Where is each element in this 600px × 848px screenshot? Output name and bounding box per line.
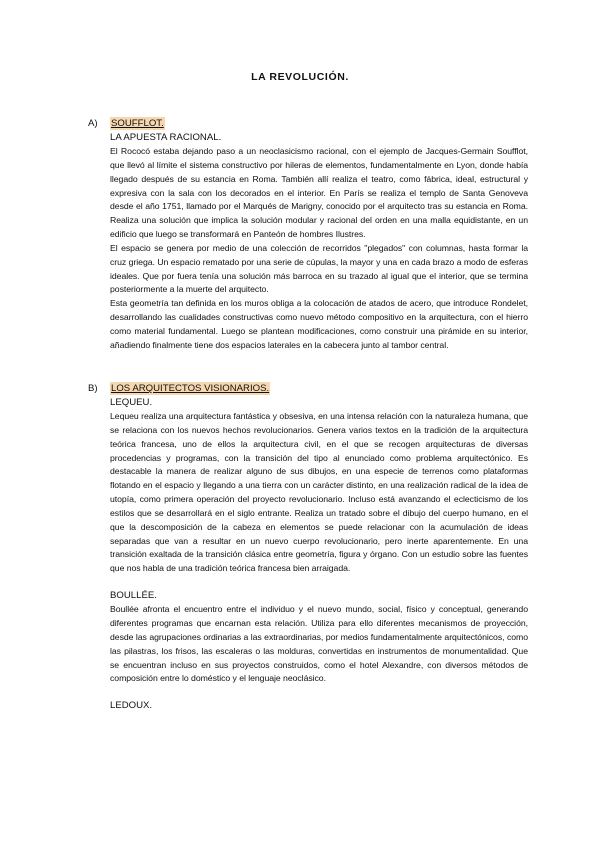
subsection-heading-boullee: BOULLÉE. <box>110 590 157 602</box>
subsection-heading-ledoux: LEDOUX. <box>110 700 153 712</box>
paragraph: El espacio se genera por medio de una colección de recorridos "plegados" con columnas, hasta formar la cruz griega. Un espacio rematado por una serie de cúpulas, la mayor y una en cada brazo a modo de esferas ideales. Que por fuera tenía una solución más barroca en su trazado al igual que el interior, que se termina posteriormente a la muerte del arquitecto. <box>110 242 528 295</box>
subsection-heading-lequeu: LEQUEU. <box>110 397 153 408</box>
section-title: LOS ARQUITECTOS VISIONARIOS. <box>111 383 270 394</box>
section-heading <box>88 382 528 395</box>
subsection-heading-apuesta-racional: LA APUESTA RACIONAL. <box>110 132 222 143</box>
section-a-soufflot <box>88 117 528 353</box>
paragraph: Lequeu realiza una arquitectura fantástica y obsesiva, en una intensa relación con la naturaleza humana, que se relaciona con los nuevos hechos revolucionarios. Genera varios textos en la tradición de la arquitectura teórica francesa, uno de ellos la arquitectura civil, en el que se recogen arquitecturas de diversas procedencias y programas, con la transición del tipo al enunciado como problema arquitectónico. Es destacable la manera de realizar alguno de sus dibujos, en una especie de terrenos como plataformas flotando en el espacio y llegando a una tierra con un carácter distinto, en una realización radical de la idea de utopía, como primera operación del proyecto revolucionario. Incluso está avanzando el eclecticismo de los estilos que se desarrollará en el siglo entrante. Realiza un tratado sobre el dibujo del cuerpo humano, en el que la descomposición de la cabeza en elementos se puede relacionar con la acumulación de ideas separadas que van a resultar en un nuevo cuerpo revolucionario, pero inerte aparentemente. En una transición exaltada de la transición clásica entre geometría, figura y órgano. Con un estudio sobre las fuentes que nos habla de una tradición teórica francesa bien arraigada. <box>110 411 528 574</box>
section-heading <box>88 117 528 130</box>
paragraph: El Rococó estaba dejando paso a un neoclasicismo racional, con el ejemplo de Jacques-Germain Soufflot, que llevó al límite el sistema constructivo por hileras de elementos, fundamentalmente en Lyon, donde había llegado después de su estancia en Roma. También allí realiza el teatro, como fábrica, ideal, estructural y expresiva con la sala con los decorados en el interior. En París se realiza el templo de Santa Genoveva desde el año 1751, llamado por el Marqués de Marigny, conocido por el arquitecto tras su estancia en Roma. Realiza una solución que implica la solución modular y racional del orden en una malla equidistante, en un edificio que luego se transformará en Panteón de hombres Ilustres. <box>110 146 528 240</box>
section-letter: B) <box>88 383 98 394</box>
document-title: LA REVOLUCIÓN. <box>251 71 349 83</box>
paragraph: Boullée afronta el encuentro entre el individuo y el nuevo mundo, social, físico y conceptual, generando diferentes programas que encarnan esta relación. Utiliza para ello diferentes mecanismos de proyección, desde las agrupaciones ordinarias a las extraordinarias, por medios fundamentalmente arquitectónicos, como las pilastras, los frisos, las escaleras o las molduras, convertidas en instrumentos de monumentalidad. Que se encuentran incluso en sus proyectos construidos, como el hotel Alexandre, con diversos métodos de composición entre lo doméstico y el lenguaje neoclásico. <box>110 604 528 684</box>
paragraph: Esta geometría tan definida en los muros obliga a la colocación de atados de acero, que introduce Rondelet, desarrollando las cualidades constructivas como nuevo método compositivo en la arquitectura, con el hierro como material fundamental. Luego se plantean modificaciones, como construir una pirámide en su interior, añadiendo finalmente tiene dos espacios laterales en la cabecera junto al tambor central. <box>110 298 528 350</box>
section-b-arquitectos-visionarios <box>88 382 528 712</box>
section-title: SOUFFLOT. <box>111 118 164 129</box>
section-letter: A) <box>88 118 98 129</box>
